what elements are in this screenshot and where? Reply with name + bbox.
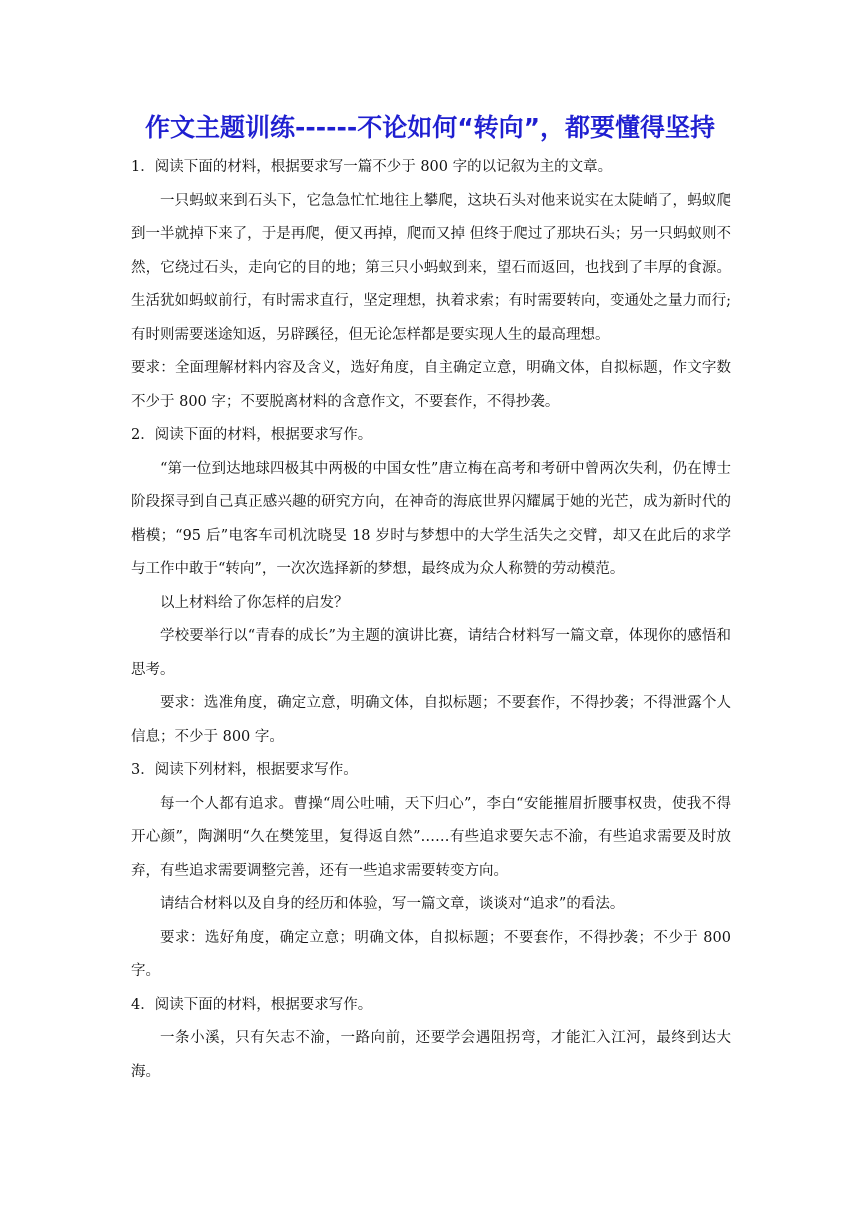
question-2-question: 以上材料给了你怎样的启发？ <box>160 594 349 611</box>
document-body <box>131 151 731 1089</box>
question-1-prompt: 1．阅读下面的材料，根据要求写一篇不少于 800 字的以记叙为主的文章。 <box>131 159 613 175</box>
question-2-task: 学校要举行以“青春的成长”为主题的演讲比赛，请结合材料写一篇文章，体现你的感悟和思考。 <box>131 628 731 678</box>
question-1-material: 一只蚂蚁来到石头下，它急急忙忙地往上攀爬，这块石头对他来说实在太陡峭了，蚂蚁爬到一半就掉下来了，于是再爬，便又再掉，爬而又掉 但终于爬过了那块石头；另一只蚂蚁则不然，它绕过石头，走向它的目的地；第三只小蚂蚁到来，望石而返回，也找到了丰厚的食源。生活犹如蚂蚁前行，有时需求直行，坚定理想，执着求索；有时需要转向，变通处之量力而行;有时则需要迷途知返，另辟蹊径，但无论怎样都是要实现人生的最高理想。 <box>131 192 731 343</box>
question-2-prompt: 2．阅读下面的材料，根据要求写作。 <box>131 427 373 443</box>
question-4-material: 一条小溪，只有矢志不渝，一路向前，还要学会遇阻拐弯，才能汇入江河，最终到达大海。 <box>131 1030 731 1080</box>
question-1-requirements: 要求：全面理解材料内容及含义，选好角度，自主确定立意，明确文体，自拟标题，作文字数不少于 800 字；不要脱离材料的含意作文，不要套作，不得抄袭。 <box>131 360 731 410</box>
question-3-task: 请结合材料以及自身的经历和体验，写一篇文章，谈谈对“追求”的看法。 <box>160 896 625 912</box>
question-3-requirements: 要求：选好角度，确定立意；明确文体，自拟标题；不要套作，不得抄袭；不少于 800 字。 <box>131 929 731 979</box>
document-title: 作文主题训练------不论如何“转向”，都要懂得坚持 <box>144 113 716 142</box>
question-3-prompt: 3．阅读下列材料，根据要求写作。 <box>131 762 358 778</box>
question-3-material: 每一个人都有追求。曹操“周公吐哺，天下归心”，李白“安能摧眉折腰事权贵，使我不得开心颜”，陶渊明“久在樊笼里，复得返自然”……有些追求要矢志不渝，有些追求需要及时放弃，有些追求需要调整完善，还有一些追求需要转变方向。 <box>131 795 731 879</box>
question-2-requirements: 要求：选准角度，确定立意，明确文体，自拟标题；不要套作，不得抄袭；不得泄露个人信息；不少于 800 字。 <box>131 695 731 745</box>
question-4-prompt: 4．阅读下面的材料，根据要求写作。 <box>131 996 373 1013</box>
question-2-material: “第一位到达地球四极其中两极的中国女性”唐立梅在高考和考研中曾两次失利，仍在博士阶段探寻到自己真正感兴趣的研究方向，在神奇的海底世界闪耀属于她的光芒，成为新时代的楷模；“95 后”电客车司机沈晓旻 18 岁时与梦想中的大学生活失之交臂，却又在此后的求学与工作中敢于“转向”，一次次选择新的梦想，最终成为众人称赞的劳动模范。 <box>131 460 731 577</box>
